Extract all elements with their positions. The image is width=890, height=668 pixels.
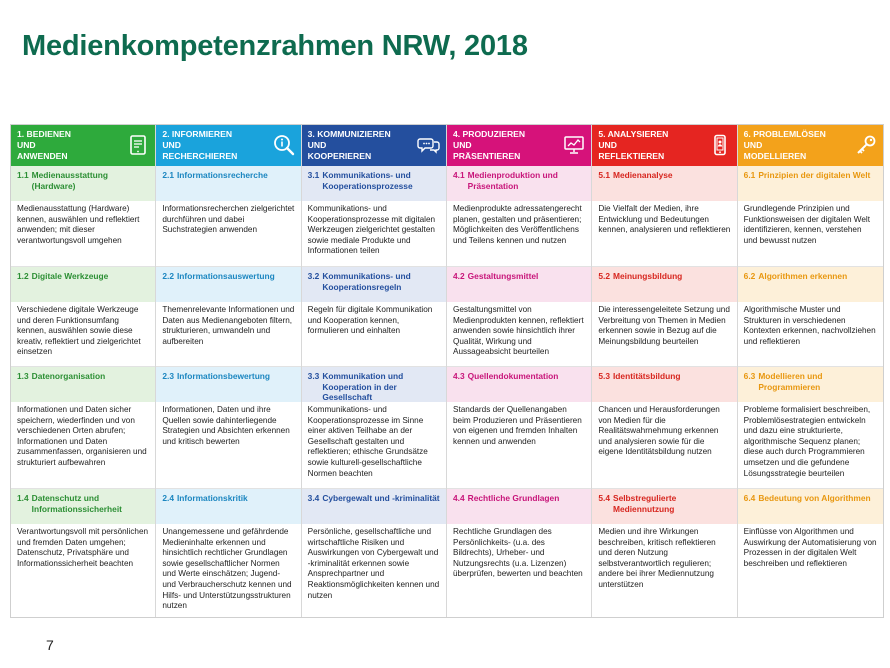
competence-description: Kommunikations- und Kooperationsprozesse im Sinne einer aktiven Teilhabe an der Gesellschaft gestalten und reflektieren; ethische Grundsätze sowie kulturell-gesellschaftliche Normen beachten [302,402,446,489]
column-header-text [308,129,391,162]
column-header-line: UND [743,140,763,150]
framework-grid [11,125,883,617]
tablet-document-icon [126,133,150,157]
column-header-line: UND [452,140,472,150]
competence-description: Medienausstattung (Hardware) kennen, auswählen und reflektiert anwenden; mit dieser verantwortungsvoll umgehen [11,201,155,267]
competence-title: Kommunikation und Kooperation in der Gesellschaft [322,371,404,402]
competence-title: Medienausstattung (Hardware) [31,170,108,191]
competence-number: 4.3 [452,371,465,381]
competence-number: 1.2 [17,271,29,281]
competence-description: Medienprodukte adressatengerecht planen, gestalten und präsentieren; Möglichkeiten des Veröffentlichens und Teilens kennen und nutzen [447,201,591,267]
competence-title: Prinzipien der digitalen Welt [758,170,871,180]
competence-number: 2.3 [162,371,174,381]
competence-column-6 [738,125,883,617]
competence-number: 1.3 [17,371,29,381]
presentation-screen-icon [562,133,586,157]
column-header-line: 4. PRODUZIEREN [452,129,526,139]
competence-title-6-3 [738,367,883,402]
column-header-line: KOOPERIEREN [307,151,372,161]
competence-title: Kommunikations- und Kooperationsregeln [322,271,411,292]
competence-title: Cybergewalt und -kriminalität [322,493,440,503]
competence-description: Chancen und Herausforderungen von Medien für die Realitätswahrnehmung erkennen und analysieren sowie für die eigene Identitätsbildung nutzen [592,402,736,489]
competence-title-4-4 [447,489,591,524]
competence-title-4-1 [447,166,591,201]
competence-number: 6.4 [743,493,756,503]
competence-description: Medien und ihre Wirkungen beschreiben, kritisch reflektieren und deren Nutzung selbstverantwortlich regulieren; andere bei ihrer Mediennutzung unterstützen [598,527,716,589]
competence-title: Gestaltungsmittel [467,271,539,281]
competence-number: 3.3 [307,371,320,381]
competence-title: Selbstregulierte Mediennutzung [612,493,677,514]
competence-number: 3.2 [307,271,320,281]
competence-description: Die Vielfalt der Medien, ihre Entwicklung und Bedeutungen kennen, analysieren und reflektieren [592,201,736,267]
competence-title-6-2 [738,267,883,302]
column-header-line: 5. ANALYSIEREN [598,129,669,139]
competence-column-1 [11,125,156,617]
competence-title: Informationsauswertung [176,271,275,281]
column-header-text [162,129,237,162]
competence-description: Gestaltungsmittel von Medienprodukten kennen, reflektiert anwenden sowie hinsichtlich ihrer Qualität, Wirkung und Aussageabsicht beurteilen [447,302,591,367]
competence-title-2-3 [156,367,300,402]
column-header-line: 3. KOMMUNIZIEREN [307,129,391,139]
column-header-text [17,129,71,162]
competence-title: Quellendokumentation [467,371,559,381]
column-header-line: UND [17,140,36,150]
column-header-text [453,129,525,162]
column-header-line: 2. INFORMIEREN [162,129,233,139]
competence-title: Digitale Werkzeuge [31,271,109,281]
key-icon [854,133,878,157]
competence-title: Datenschutz und Informationssicherheit [31,493,122,514]
competence-title: Modellieren und Programmieren [758,371,823,392]
column-header-line: UND [162,140,181,150]
competence-title-1-4 [11,489,155,524]
competence-number: 6.2 [743,271,756,281]
competence-number: 2.1 [162,170,174,180]
column-header-line: PRÄSENTIEREN [452,151,521,161]
competence-title-1-2 [11,267,155,302]
competence-title: Meinungsbildung [612,271,683,281]
competence-column-4 [447,125,592,617]
competence-title: Informationskritik [176,493,248,503]
competence-title: Algorithmen erkennen [758,271,848,281]
competence-title-1-1 [11,166,155,201]
competence-number: 2.4 [162,493,174,503]
competence-number: 3.1 [307,170,320,180]
competence-description: Verschiedene digitale Werkzeuge und deren Funktionsumfang kennen, auswählen sowie diese kreativ, reflektiert und zielgerichtet einsetzen [11,302,155,367]
column-header [11,125,155,166]
competence-description: Verantwortungsvoll mit persönlichen und fremden Daten umgehen; Datenschutz, Privatsphäre und Informationssicherheit beachten [17,527,149,568]
competence-title: Informationsbewertung [176,371,271,381]
competence-number: 6.3 [743,371,756,381]
column-header-line: 1. BEDIENEN [17,129,71,139]
competence-title-5-4 [592,489,736,524]
column-header-line: MODELLIEREN [743,151,807,161]
competence-description: Grundlegende Prinzipien und Funktionsweisen der digitalen Welt identifizieren, kennen, verstehen und bewusst nutzen [738,201,883,267]
competence-number: 5.3 [598,371,610,381]
competence-number: 6.1 [743,170,756,180]
column-header-line: UND [307,140,327,150]
competence-description: Algorithmische Muster und Strukturen in verschiedenen Kontexten erkennen, nachvollziehen und reflektieren [738,302,883,367]
competence-description: Die interessengeleitete Setzung und Verbreitung von Themen in Medien erkennen sowie in Bezug auf die Meinungsbildung beurteilen [592,302,736,367]
competence-title-6-1 [738,166,883,201]
competence-title-3-1 [302,166,446,201]
competence-column-3 [302,125,447,617]
competence-description: Themenrelevante Informationen und Daten aus Medienangeboten filtern, strukturieren, umwandeln und aufbereiten [156,302,300,367]
competence-title: Datenorganisation [31,371,106,381]
speech-bubbles-icon [417,133,441,157]
competence-column-5 [592,125,737,617]
competence-number: 5.2 [598,271,610,281]
competence-title: Identitätsbildung [612,371,681,381]
column-header-text [744,129,826,162]
competence-number: 3.4 [307,493,320,503]
competence-number: 2.2 [162,271,174,281]
competence-number: 1.1 [17,170,29,180]
competence-framework-table [10,124,884,618]
competence-title-1-3 [11,367,155,402]
competence-title: Informationsrecherche [176,170,268,180]
competence-description: Rechtliche Grundlagen des Persönlichkeits- (u.a. des Bildrechts), Urheber- und Nutzungsrechts (u.a. Lizenzen) überprüfen, bewerten und beachten [452,527,583,579]
column-header-line: UND [598,140,617,150]
column-header [302,125,446,166]
competence-number: 4.2 [452,271,465,281]
competence-title: Rechtliche Grundlagen [467,493,560,503]
competence-description: Einflüsse von Algorithmen und Auswirkung der Automatisierung von Prozessen in der digitalen Welt beschreiben und reflektieren [743,527,877,568]
competence-title-3-4 [302,489,446,524]
competence-title-6-4 [738,489,883,524]
competence-column-2 [156,125,301,617]
competence-description: Unangemessene und gefährdende Medieninhalte erkennen und hinsichtlich rechtlicher Grundlagen sowie gesellschaftlicher Normen und Werte einschätzen; Jugend- und Verbraucherschutz kennen und Hilfs- und Unterstützungsstrukturen nutzen [162,527,292,611]
competence-number: 4.4 [452,493,465,503]
competence-number: 5.1 [598,170,610,180]
competence-description: Informationsrecherchen zielgerichtet durchführen und dabei Suchstrategien anwenden [156,201,300,267]
competence-number: 1.4 [17,493,29,503]
competence-title-3-3 [302,367,446,402]
column-header-line: 6. PROBLEMLÖSEN [743,129,826,139]
competence-title-5-1 [592,166,736,201]
competence-title: Medienanalyse [612,170,673,180]
competence-title-5-2 [592,267,736,302]
competence-title: Kommunikations- und Kooperationsprozesse [322,170,413,191]
column-header [447,125,591,166]
competence-title-2-4 [156,489,300,524]
competence-title-4-2 [447,267,591,302]
column-header-line: ANWENDEN [17,151,68,161]
column-header-text [598,129,668,162]
competence-title: Medienproduktion und Präsentation [467,170,558,191]
competence-number: 4.1 [452,170,465,180]
page-title: Medienkompetenzrahmen NRW, 2018 [22,30,528,62]
smartphone-icon [708,133,732,157]
competence-title: Bedeutung von Algorithmen [758,493,871,503]
column-header [156,125,300,166]
column-header-line: REFLEKTIEREN [598,151,665,161]
competence-description: Informationen, Daten und ihre Quellen sowie dahinterliegende Strategien und Absichten erkennen und kritisch bewerten [156,402,300,489]
competence-description: Regeln für digitale Kommunikation und Kooperation kennen, formulieren und einhalten [302,302,446,367]
competence-title-2-2 [156,267,300,302]
competence-description: Informationen und Daten sicher speichern, wiederfinden und von verschiedenen Orten abrufen; Informationen und Daten zusammenfassen, organisieren und strukturiert aufbewahren [11,402,155,489]
competence-number: 5.4 [598,493,610,503]
competence-title-4-3 [447,367,591,402]
competence-title-5-3 [592,367,736,402]
column-header [738,125,883,166]
competence-title-2-1 [156,166,300,201]
competence-description: Standards der Quellenangaben beim Produzieren und Präsentieren von eigenen und fremden Inhalten kennen und anwenden [447,402,591,489]
magnifier-info-icon [272,133,296,157]
competence-title-3-2 [302,267,446,302]
competence-description: Kommunikations- und Kooperationsprozesse mit digitalen Werkzeugen zielgerichtet gestalten sowie mediale Produkte und Informationen teilen [302,201,446,267]
competence-description: Persönliche, gesellschaftliche und wirtschaftliche Risiken und Auswirkungen von Cybergewalt und -kriminalität erkennen sowie Ansprechpartner und Reaktionsmöglichkeiten kennen und nutzen [307,527,440,600]
page-number: 7 [46,637,54,653]
column-header [592,125,736,166]
column-header-line: RECHERCHIEREN [162,151,238,161]
competence-description: Probleme formalisiert beschreiben, Problemlösestrategien entwickeln und dazu eine strukturierte, algorithmische Sequenz planen; diese auch durch Programmieren umsetzen und die gefundene Lösungsstrategie beurteilen [738,402,883,489]
